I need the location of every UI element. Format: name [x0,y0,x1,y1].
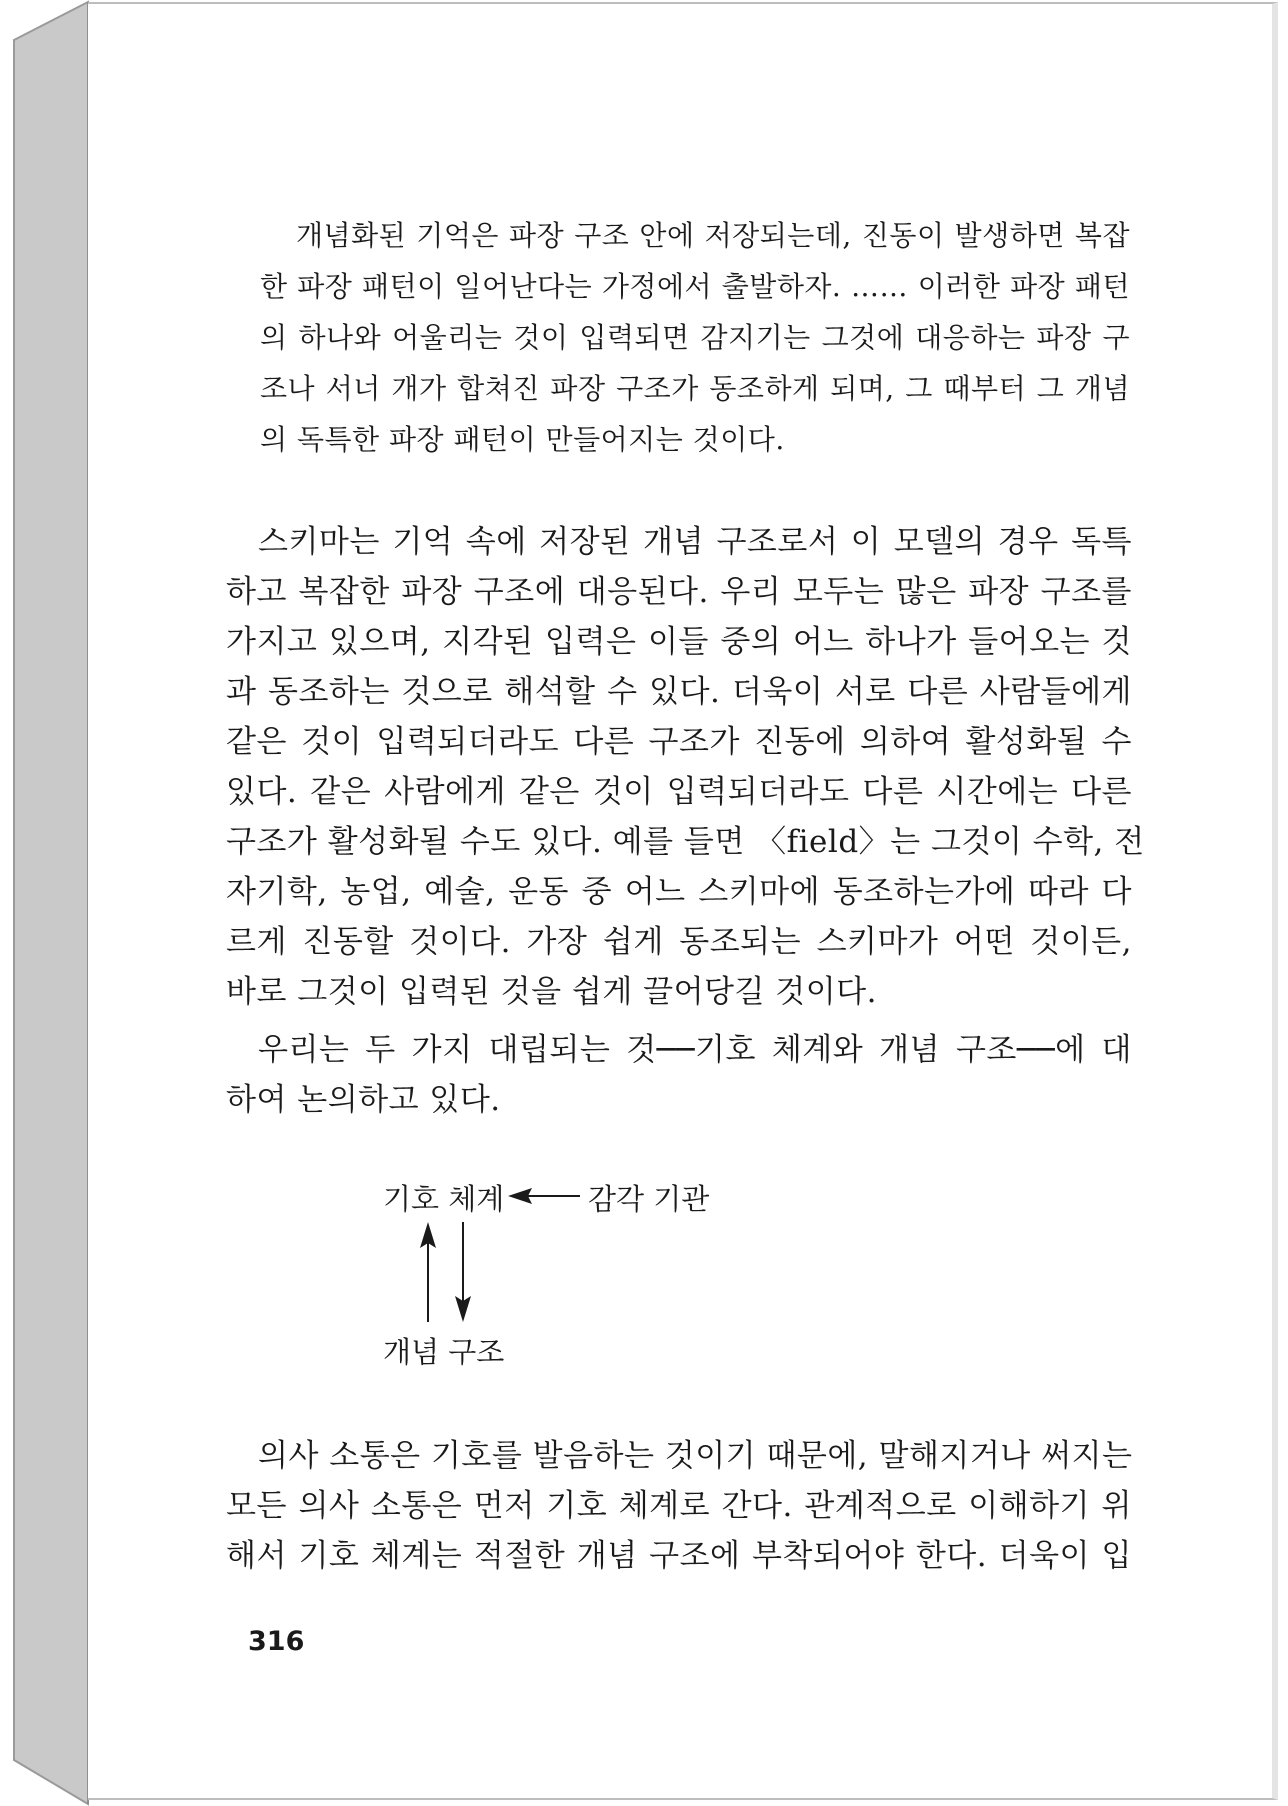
body-line: 하여 논의하고 있다. [226,1082,501,1118]
body-line: 같은 것이 입력되더라도 다른 구조가 진동에 의하여 활성화될 수 [226,724,1132,760]
diagram-label-concept-structure: 개념 구조 [383,1335,505,1369]
body-line: 자기학, 농업, 예술, 운동 중 어느 스키마에 동조하는가에 따라 다 [226,874,1132,910]
body-line: 가지고 있으며, 지각된 입력은 이들 중의 어느 하나가 들어오는 것 [226,624,1132,660]
body-line: 모든 의사 소통은 먼저 기호 체계로 간다. 관계적으로 이해하기 위 [226,1488,1132,1524]
arrow-left-icon [508,1188,580,1204]
body-line: 르게 진동할 것이다. 가장 쉽게 동조되는 스키마가 어떤 것이든, [226,924,1132,960]
body-line: 스키마는 기억 속에 저장된 개념 구조로서 이 모델의 경우 독특 [258,524,1132,560]
body-line: 하고 복잡한 파장 구조에 대응된다. 우리 모두는 많은 파장 구조를 [226,574,1132,610]
diagram-label-sense-organ: 감각 기관 [588,1182,710,1216]
arrow-up-icon [420,1222,436,1322]
body-line: 바로 그것이 입력된 것을 쉽게 끌어당길 것이다. [226,974,877,1010]
quote-line: 조나 서너 개가 합쳐진 파장 구조가 동조하게 되며, 그 때부터 그 개념 [260,372,1130,405]
body-line: 있다. 같은 사람에게 같은 것이 입력되더라도 다른 시간에는 다른 [226,774,1132,810]
page-number: 316 [248,1626,305,1657]
body-line: 해서 기호 체계는 적절한 개념 구조에 부착되어야 한다. 더욱이 입 [226,1538,1132,1574]
body-line: 과 동조하는 것으로 해석할 수 있다. 더욱이 서로 다른 사람들에게 [226,674,1132,710]
quote-line: 한 파장 패턴이 일어난다는 가정에서 출발하자. …… 이러한 파장 패턴 [260,270,1130,303]
quote-line: 의 독특한 파장 패턴이 만들어지는 것이다. [260,423,785,456]
body-line: 의사 소통은 기호를 발음하는 것이기 때문에, 말해지거나 써지는 [258,1438,1133,1474]
arrow-down-icon [455,1222,471,1322]
quote-line: 의 하나와 어울리는 것이 입력되면 감지기는 그것에 대응하는 파장 구 [260,321,1130,354]
body-line: 구조가 활성화될 수도 있다. 예를 들면 〈field〉는 그것이 수학, 전 [226,824,1145,860]
quote-line: 개념화된 기억은 파장 구조 안에 저장되는데, 진동이 발생하면 복잡 [296,219,1130,252]
body-line: 우리는 두 가지 대립되는 것──기호 체계와 개념 구조──에 대 [258,1032,1132,1068]
diagram-label-symbol-system: 기호 체계 [383,1182,505,1216]
